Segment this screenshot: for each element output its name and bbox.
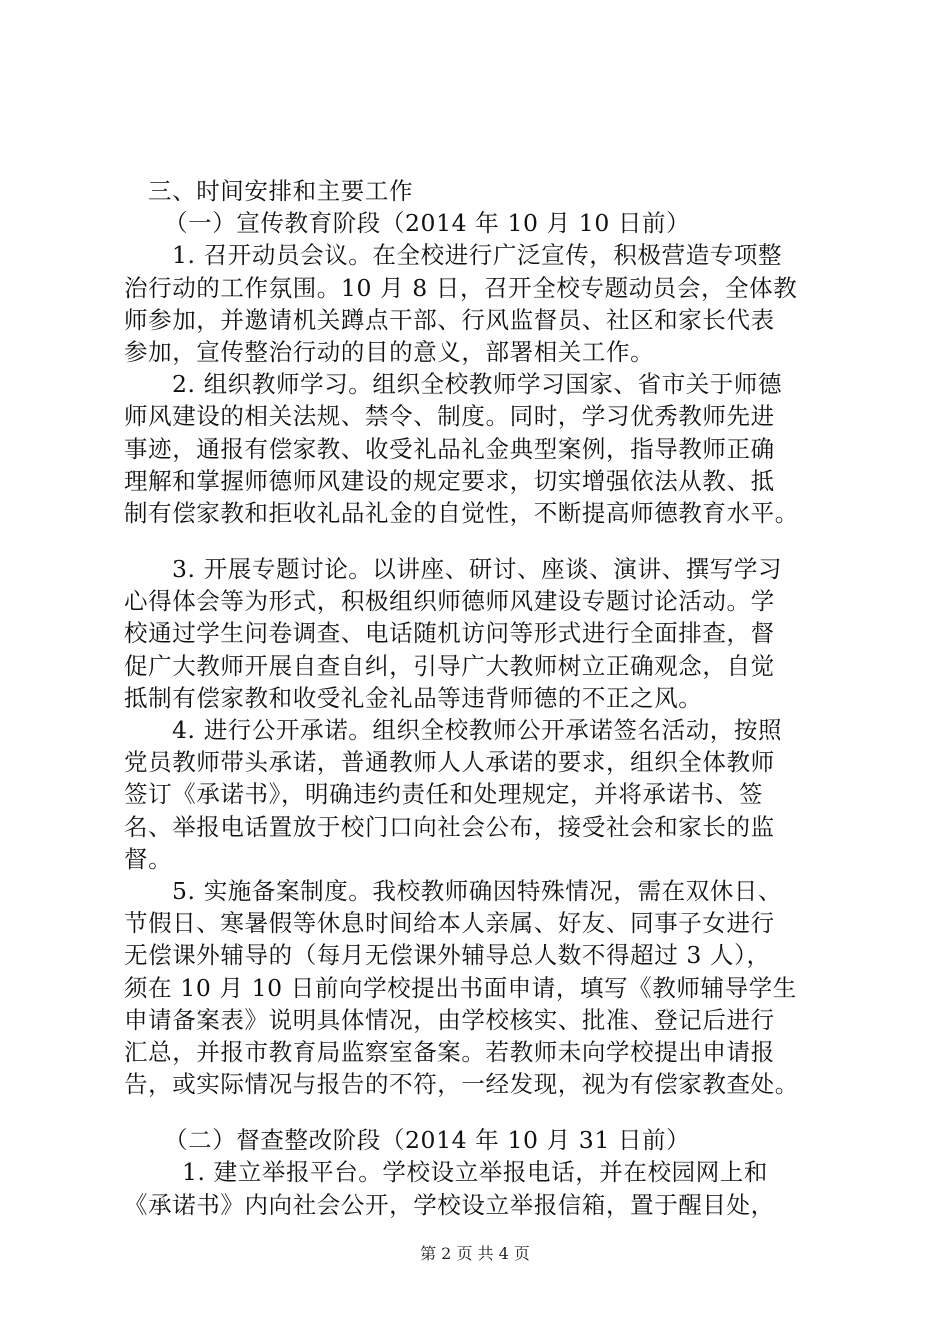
paragraph-line: 促广大教师开展自查自纠，引导广大教师树立正确观念，自觉 xyxy=(124,651,775,680)
paragraph-line: 3. 开展专题讨论。以讲座、研讨、座谈、演讲、撰写学习 xyxy=(172,555,783,584)
paragraph-line: 无偿课外辅导的（每月无偿课外辅导总人数不得超过 3 人）， xyxy=(124,941,771,970)
paragraph-line: 心得体会等为形式，积极组织师德师风建设专题讨论活动。学 xyxy=(124,587,775,616)
paragraph-line: 师风建设的相关法规、禁令、制度。同时，学习优秀教师先进 xyxy=(124,402,775,431)
paragraph-line: 参加，宣传整治行动的目的意义，部署相关工作。 xyxy=(124,337,655,366)
document-body xyxy=(124,175,836,1221)
paragraph-line: 党员教师带头承诺，普通教师人人承诺的要求，组织全体教师 xyxy=(124,748,775,777)
paragraph-line: 5. 实施备案制度。我校教师确因特殊情况，需在双休日、 xyxy=(172,876,783,905)
paragraph-line: 抵制有偿家教和收受礼金礼品等违背师德的不正之风。 xyxy=(124,683,703,712)
page-number: 第 2 页 共 4 页 xyxy=(420,1244,530,1263)
page-footer xyxy=(0,1244,950,1264)
paragraph-line: 师参加，并邀请机关蹲点干部、行风监督员、社区和家长代表 xyxy=(124,305,775,334)
subsection-heading: （一）宣传教育阶段（2014 年 10 月 10 日前） xyxy=(164,209,691,238)
paragraph-line: 事迹，通报有偿家教、收受礼品礼金典型案例，指导教师正确 xyxy=(124,434,775,463)
paragraph-line: 4. 进行公开承诺。组织全校教师公开承诺签名活动，按照 xyxy=(172,716,783,744)
section-heading: 三、时间安排和主要工作 xyxy=(148,177,414,205)
paragraph-line: 须在 10 月 10 日前向学校提出书面申请，填写《教师辅导学生 xyxy=(124,973,797,1002)
subsection-heading: （二）督查整改阶段（2014 年 10 月 31 日前） xyxy=(164,1126,691,1155)
paragraph-line: 名、举报电话置放于校门口向社会公布，接受社会和家长的监 xyxy=(124,812,775,841)
paragraph-line: 理解和掌握师德师风建设的规定要求，切实增强依法从教、抵 xyxy=(124,466,775,495)
paragraph-line: 签订《承诺书》，明确违约责任和处理规定，并将承诺书、签 xyxy=(124,780,763,809)
paragraph-line: 治行动的工作氛围。10 月 8 日，召开全校专题动员会，全体教 xyxy=(124,273,798,302)
paragraph-line: 督。 xyxy=(124,844,173,873)
paragraph-line: 汇总，并报市教育局监察室备案。若教师未向学校提出申请报 xyxy=(124,1037,775,1066)
paragraph-gap xyxy=(124,529,836,553)
paragraph-line: 制有偿家教和拒收礼品礼金的自觉性，不断提高师德教育水平。 xyxy=(124,498,799,527)
paragraph-line: 节假日、寒暑假等休息时间给本人亲属、好友、同事子女进行 xyxy=(124,909,775,938)
paragraph-line: 1. 建立举报平台。学校设立举报电话，并在校园网上和 xyxy=(182,1158,768,1187)
paragraph-line: 1. 召开动员会议。在全校进行广泛宣传，积极营造专项整 xyxy=(172,241,783,270)
paragraph-line: 告，或实际情况与报告的不符，一经发现，视为有偿家教查处。 xyxy=(124,1070,799,1099)
paragraph-gap xyxy=(124,1100,836,1124)
paragraph-line: 2. 组织教师学习。组织全校教师学习国家、省市关于师德 xyxy=(172,370,783,399)
paragraph-line: 《承诺书》内向社会公开，学校设立举报信箱，置于醒目处， xyxy=(124,1190,775,1219)
paragraph-line: 校通过学生问卷调查、电话随机访问等形式进行全面排查，督 xyxy=(124,619,775,648)
paragraph-line: 申请备案表》说明具体情况，由学校核实、批准、登记后进行 xyxy=(124,1005,775,1034)
